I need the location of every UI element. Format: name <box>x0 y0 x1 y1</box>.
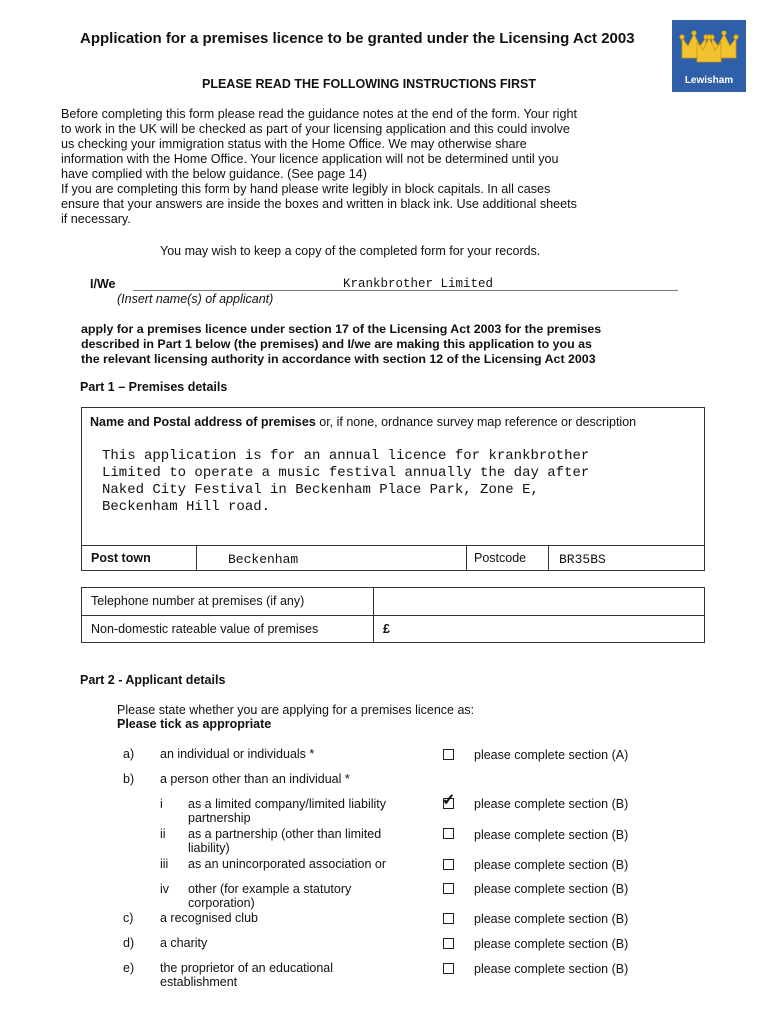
part2-heading: Part 2 - Applicant details <box>80 673 226 687</box>
option-d-section: please complete section (B) <box>474 937 629 951</box>
option-a-section: please complete section (A) <box>474 748 629 762</box>
option-e-label-line1: the proprietor of an educational <box>160 961 334 975</box>
cell-divider <box>196 545 197 571</box>
instruction-line: Before completing this form please read the guidance notes at the end of the form. Your right <box>61 107 577 121</box>
address-line: This application is for an annual licence for krankbrother <box>102 448 590 464</box>
option-letter: c) <box>123 911 134 925</box>
checkmark-icon: ✓ <box>442 792 456 809</box>
option-a-label: an individual or individuals * <box>160 747 315 761</box>
premises-address-field[interactable] <box>102 448 589 516</box>
cell-divider <box>548 545 549 571</box>
option-b-iv-label-line1: other (for example a statutory <box>188 882 352 896</box>
option-letter: a) <box>123 747 135 761</box>
option-b-iii-label: as an unincorporated association or <box>188 857 387 871</box>
applicant-type-question: Please state whether you are applying for a premises licence as: <box>117 703 475 717</box>
premises-address-label-rest: or, if none, ordnance survey map reference or description <box>315 415 637 429</box>
option-letter: b) <box>123 772 135 786</box>
post-town-row <box>81 545 705 571</box>
instructions-paragraph <box>61 107 661 227</box>
instruction-line: ensure that your answers are inside the boxes and written in black ink. Use additional sheets <box>61 197 577 211</box>
instruction-line: information with the Home Office. Your licence application will not be determined until you <box>61 152 559 166</box>
option-b-iv-label-line2: corporation) <box>188 896 255 910</box>
lewisham-logo <box>672 20 746 92</box>
tick-instruction: Please tick as appropriate <box>117 717 272 731</box>
instruction-line: If you are completing this form by hand please write legibly in block capitals. In all cases <box>61 182 551 196</box>
option-b-ii-label-line1: as a partnership (other than limited <box>188 827 382 841</box>
apply-statement-line: described in Part 1 below (the premises) and I/we are making this application to you as <box>81 337 592 351</box>
instruction-line: to work in the UK will be checked as part of your licensing application and this could involve <box>61 122 570 136</box>
option-roman: iv <box>160 882 170 896</box>
cell-divider <box>466 545 467 571</box>
part1-heading: Part 1 – Premises details <box>80 380 228 394</box>
option-b-iv-section: please complete section (B) <box>474 882 629 896</box>
option-a-checkbox[interactable] <box>443 749 454 760</box>
applicant-hint: (Insert name(s) of applicant) <box>117 292 274 306</box>
option-b-ii-section: please complete section (B) <box>474 828 629 842</box>
option-d-label: a charity <box>160 936 208 950</box>
option-roman: iii <box>160 857 169 871</box>
option-roman: ii <box>160 827 166 841</box>
option-e-checkbox[interactable] <box>443 963 454 974</box>
post-town-field[interactable]: Beckenham <box>228 552 299 567</box>
telephone-label: Telephone number at premises (if any) <box>91 594 305 608</box>
post-town-label: Post town <box>91 551 151 565</box>
instructions-heading: PLEASE READ THE FOLLOWING INSTRUCTIONS FIRST <box>202 77 537 91</box>
option-roman: i <box>160 797 163 811</box>
option-c-checkbox[interactable] <box>443 913 454 924</box>
crown-icon <box>678 24 740 68</box>
apply-statement-line: apply for a premises licence under section 17 of the Licensing Act 2003 for the premises <box>81 322 602 336</box>
option-b-iv-checkbox[interactable] <box>443 883 454 894</box>
option-e-label-line2: establishment <box>160 975 238 989</box>
rateable-value-field[interactable]: £ <box>383 622 390 636</box>
apply-statement-line: the relevant licensing authority in accordance with section 12 of the Licensing Act 2003 <box>81 352 596 366</box>
option-b-i-section: please complete section (B) <box>474 797 629 811</box>
instruction-line: have complied with the below guidance. (See page 14) <box>61 167 367 181</box>
option-b-iii-section: please complete section (B) <box>474 858 629 872</box>
option-b-ii-label-line2: liability) <box>188 841 230 855</box>
option-b-iii-checkbox[interactable] <box>443 859 454 870</box>
premises-address-label <box>90 415 636 429</box>
option-letter: e) <box>123 961 135 975</box>
option-c-label: a recognised club <box>160 911 258 925</box>
option-b-i-label-line1: as a limited company/limited liability <box>188 797 386 811</box>
table-row-divider <box>81 615 705 616</box>
option-b-label: a person other than an individual * <box>160 772 350 786</box>
telephone-field[interactable] <box>374 588 704 615</box>
postcode-field[interactable]: BR35BS <box>559 552 606 567</box>
option-b-ii-checkbox[interactable] <box>443 828 454 839</box>
option-e-section: please complete section (B) <box>474 962 629 976</box>
apply-statement <box>81 322 601 367</box>
option-b-i-label-line2: partnership <box>188 811 251 825</box>
applicant-name-field[interactable]: Krankbrother Limited <box>343 277 494 291</box>
option-letter: d) <box>123 936 135 950</box>
address-line: Beckenham Hill road. <box>102 499 271 515</box>
address-line: Naked City Festival in Beckenham Place Park, Zone E, <box>102 482 539 498</box>
rateable-value-label: Non-domestic rateable value of premises <box>91 622 319 636</box>
postcode-label: Postcode <box>474 551 527 565</box>
option-c-section: please complete section (B) <box>474 912 629 926</box>
instruction-line: us checking your immigration status with the Home Office. We may otherwise share <box>61 137 527 151</box>
premises-address-label-bold: Name and Postal address of premises <box>90 415 316 429</box>
logo-text: Lewisham <box>684 75 734 86</box>
address-line: Limited to operate a music festival annually the day after <box>102 465 590 481</box>
keep-copy-note: You may wish to keep a copy of the completed form for your records. <box>160 244 541 258</box>
instruction-line: if necessary. <box>61 212 131 226</box>
option-d-checkbox[interactable] <box>443 938 454 949</box>
form-title: Application for a premises licence to be granted under the Licensing Act 2003 <box>80 30 635 47</box>
applicant-label: I/We <box>90 277 116 291</box>
